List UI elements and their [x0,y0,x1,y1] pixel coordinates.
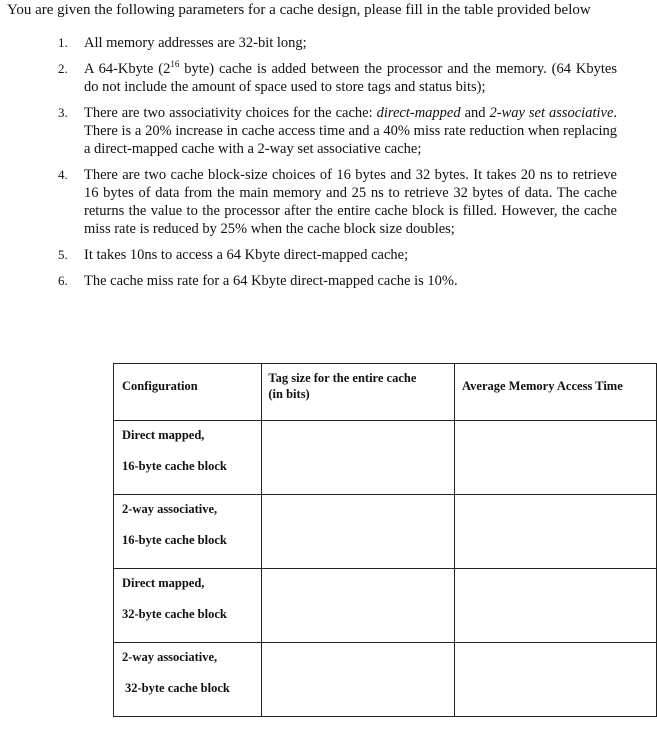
table-row [114,495,657,569]
config-cell [114,495,262,569]
text-run: There are two associativity choices for the cache: [84,105,377,121]
list-text [84,273,458,289]
config-line2: 16-byte cache block [122,459,227,473]
config-line1: Direct mapped, [122,576,205,590]
italic-text: direct-mapped [376,105,461,121]
text-run: . There is a 20% increase in cache access time and a 40% miss rate reduction when replacing a direct-mapped cache with a 2-way set associative cache; [84,105,618,157]
list-text [84,35,307,51]
tag-size-cell[interactable] [262,569,455,643]
tag-size-cell[interactable] [262,643,455,717]
list-number: 5. [58,247,68,262]
amat-cell[interactable] [455,643,657,717]
header-tag-size [262,364,455,421]
list-item [0,246,617,264]
table-header-row [114,364,657,421]
list-item [0,272,617,290]
config-line2: 32-byte cache block [122,607,227,621]
header-amat [455,364,657,421]
config-line2: 32-byte cache block [125,681,230,695]
config-cell [114,569,262,643]
header-amat-label: Average Memory Access Time [462,379,623,393]
table-row [114,421,657,495]
header-tag-size-line2: (in bits) [268,387,310,401]
superscript-text: 16 [170,59,180,70]
answer-table [113,363,657,717]
config-cell [114,421,262,495]
intro-text: You are given the following parameters for a cache design, please fill in the table provided below [7,2,591,18]
parameter-list [0,34,657,298]
header-tag-size-line1: Tag size for the entire cache [268,371,417,385]
amat-cell[interactable] [455,569,657,643]
header-configuration-label: Configuration [122,379,198,393]
list-item [0,166,617,238]
list-number: 6. [58,273,68,288]
list-text [84,167,617,237]
config-line1: 2-way associative, [122,502,218,516]
text-run: byte) cache is added between the processor and the memory. (64 Kbytes do not include the amount of space used to store tags and status bits); [84,61,617,95]
list-number: 3. [58,105,68,120]
list-item [0,104,617,158]
list-text [84,105,617,157]
amat-cell[interactable] [455,495,657,569]
list-number: 1. [58,35,68,50]
text-run: All memory addresses are 32-bit long; [84,35,307,51]
table-row [114,569,657,643]
header-configuration [114,364,262,421]
text-run: A 64-Kbyte (2 [84,61,171,77]
config-line1: Direct mapped, [122,428,205,442]
text-run: The cache miss rate for a 64 Kbyte direct-mapped cache is 10%. [84,273,458,289]
list-text [84,247,408,263]
list-number: 4. [58,167,68,182]
italic-text: 2-way set associative [489,105,614,121]
tag-size-cell[interactable] [262,495,455,569]
text-run: It takes 10ns to access a 64 Kbyte direct-mapped cache; [84,247,409,263]
text-run: There are two cache block-size choices of 16 bytes and 32 bytes. It takes 20 ns to retrieve 16 bytes of data from the main memory and 25 ns to retrieve 32 bytes of data. The cache returns the value to the processor after the entire cache block is filled. However, the cache miss rate is reduced by 25% when the cache block size doubles; [84,167,617,237]
list-item [0,60,617,96]
table-row [114,643,657,717]
config-line2: 16-byte cache block [122,533,227,547]
config-line1: 2-way associative, [122,650,218,664]
list-number: 2. [58,61,68,76]
config-cell [114,643,262,717]
text-run: and [460,105,490,121]
list-text [84,61,617,95]
amat-cell[interactable] [455,421,657,495]
list-item [0,34,617,52]
tag-size-cell[interactable] [262,421,455,495]
